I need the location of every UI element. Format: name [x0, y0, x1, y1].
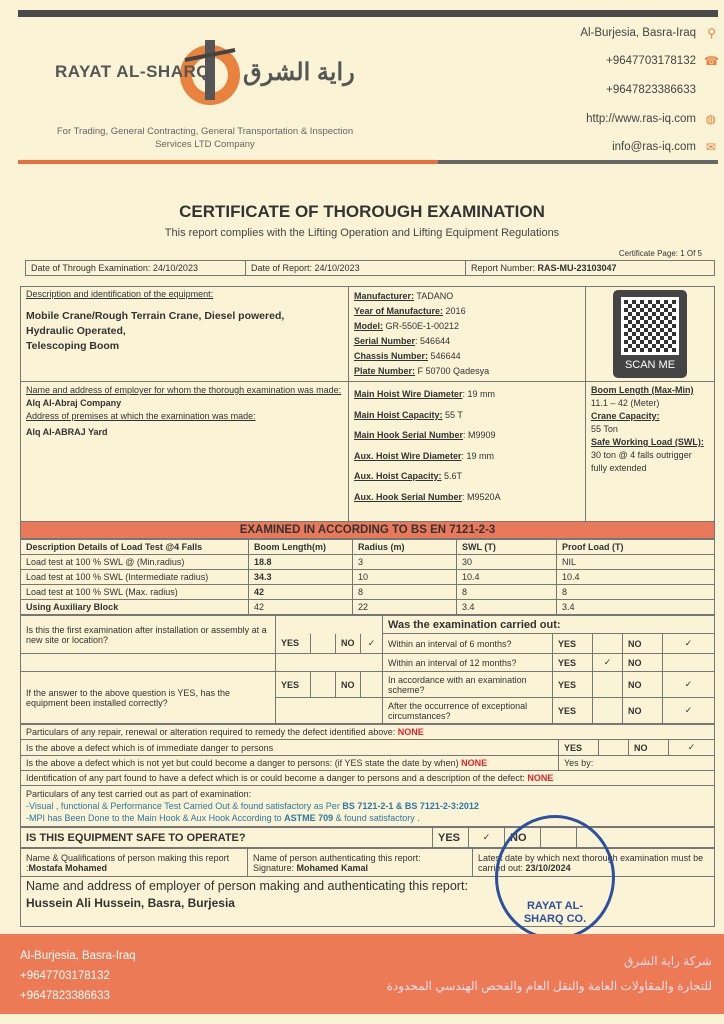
equipment-section: [20, 286, 715, 927]
divider: [18, 160, 438, 164]
check-icon[interactable]: ✓: [469, 828, 505, 848]
contact-text[interactable]: http://www.ras-iq.com: [586, 113, 696, 125]
report-number: [466, 261, 715, 276]
dates-row: [25, 260, 715, 276]
equipment-description: [21, 287, 349, 382]
hoist-specs: Main Hoist Wire Diameter: 19 mm Main Hoist Capacity: 55 T Main Hook Serial Number: M9909 Aux. Hoist Wire Diameter: 19 mm Aux. Hoist Capacity: 5.6T Aux. Hook Serial Number: M9520A: [349, 382, 586, 522]
check-icon[interactable]: ✓: [663, 634, 715, 654]
location-icon: ⚲: [707, 26, 716, 40]
qr-code-cell: [586, 287, 715, 382]
contact-text: +9647703178132: [606, 55, 696, 67]
logo-text-ar: راية الشرق: [243, 59, 355, 86]
check-icon[interactable]: ✓: [361, 634, 383, 654]
check-icon[interactable]: ✓: [669, 740, 715, 756]
contact-phone-2: [486, 84, 716, 96]
standard-band: EXAMINED IN ACCORDING TO BS EN 7121-2-3: [21, 522, 715, 539]
label: Address of premises at which the examination was made:: [26, 411, 256, 421]
divider: [438, 160, 718, 164]
safe-to-operate: IS THIS EQUIPMENT SAFE TO OPERATE? YES ✓ NO: [20, 827, 715, 848]
question-installed: If the answer to the above question is YES, has the equipment been installed correctly?: [21, 672, 276, 724]
boom-info: Boom Length (Max-Min) 11.1 – 42 (Meter) Crane Capacity: 55 Ton Safe Working Load (SWL): 30 ton @ 4 falls outrigger fully extended: [586, 382, 715, 522]
label: Description and identification of the equipment:: [26, 289, 214, 299]
footer-tagline-ar: للتجارة والمقاولات العامة والنقل العام والفحص الهندسي المحدودة: [386, 979, 712, 993]
defects-section: Particulars of any repair, renewal or alteration required to remedy the defect identified above: NONE Is the above a defect which is of immediate danger to persons YES NO ✓ Is the above a defect which is not yet but could become a danger to persons: (if YES state the date by when) NONE Yes by: Identification of any part found to have a defect which is or could become a danger to persons and a description of the defect: NONE Particulars of any test carried out as part of examination: -Visual , functional & Performance Test Carried Out & found satisfactory as Per BS 7121-2-1 & BS 7121-2-3:2012 -MPI has Been Done to the Main Hook & Aux Hook According to ASTME 709 & found satisfactory .: [20, 724, 715, 827]
header-bar: [18, 10, 718, 17]
qr-code[interactable]: [613, 290, 687, 378]
contact-website[interactable]: [486, 113, 716, 125]
check-icon[interactable]: ✓: [663, 698, 715, 724]
qr-label: SCAN ME: [624, 359, 676, 371]
report-date: Date of Report: 24/10/2023: [246, 261, 466, 276]
logo-text-en: RAYAT AL-SHARQ: [55, 62, 210, 81]
check-icon[interactable]: ✓: [593, 654, 623, 672]
question-first-exam: Is this the first examination after installation or assembly at a new site or location?: [21, 616, 276, 654]
qr-icon: [621, 297, 679, 355]
company-tagline: For Trading, General Contracting, General Transportation & Inspection Services LTD Company: [56, 126, 354, 150]
contact-address: [486, 27, 716, 39]
stamp-text: RAYAT AL-SHARQ CO.: [523, 900, 587, 925]
contact-email[interactable]: [486, 141, 716, 153]
phone-icon: ☎: [704, 54, 719, 68]
globe-icon: ◍: [705, 112, 716, 126]
contact-text: Al-Burjesia, Basra-Iraq: [580, 27, 696, 39]
certificate-page: Certificate Page: 1 Of 5: [618, 249, 702, 258]
contact-phone-1: [486, 54, 719, 68]
equipment-specs: Manufacturer: TADANO Year of Manufacture: 2016 Model: GR-550E-1-00212 Serial Number: 546644 Chassis Number: 546644 Plate Number: F 50700 Qadesya: [349, 287, 586, 382]
exam-date: Date of Through Examination: 24/10/2023: [26, 261, 246, 276]
footer-contact: Al-Burjesia, Basra-Iraq +9647703178132 +9647823386633: [20, 950, 136, 1002]
company-stamp: [495, 815, 615, 940]
contact-text: +9647823386633: [606, 84, 696, 96]
footer-company-ar: شركة راية الشرق: [623, 954, 712, 968]
employer-value: Alq Al-Abraj Company: [26, 398, 122, 408]
table-row: Using Auxiliary Block 42 22 3.4 3.4: [21, 600, 715, 615]
examination-questions: Is this the first examination after installation or assembly at a new site or location? Was the examination carried out: YES NO ✓ Within an interval of 6 months? YES NO ✓ Within an interval of 12 months? YES ✓ NO If the answer to the above question is YES, has the equipment been installed correctly? YES NO In accordance with an examination scheme? YES NO ✓ After the occurrence of exceptional circumstances? YES NO ✓: [20, 615, 715, 724]
load-test-table: [20, 539, 715, 615]
carried-title: Was the examination carried out:: [383, 616, 715, 634]
report-number-value: RAS-MU-23103047: [537, 263, 617, 273]
table-row: Load test at 100 % SWL @ (Min.radius) 18.8 3 30 NIL: [21, 555, 715, 570]
footer: [0, 934, 724, 1014]
label: Name and address of employer for whom the thorough examination was made:: [26, 385, 342, 395]
certificate-subtitle: This report complies with the Lifting Operation and Lifting Equipment Regulations: [164, 227, 560, 239]
persons-section: Name & Qualifications of person making this report :Mostafa Mohamed Name of person authenticating this report: Signature: Mohamed Kamal Latest date by which next thorough examination must be carried out: 23/10/2024 Name and address of employer of person making and authenticating this report: Hussein Ali Hussein, Basra, Burjesia: [20, 848, 715, 927]
premises-value: Alq Al-ABRAJ Yard: [26, 427, 108, 437]
table-header: Description Details of Load Test @4 Falls Boom Length(m) Radius (m) SWL (T) Proof Load (T): [21, 540, 715, 555]
label: Report Number:: [471, 263, 538, 273]
contact-text[interactable]: info@ras-iq.com: [612, 141, 696, 153]
check-icon[interactable]: ✓: [663, 672, 715, 698]
table-row: Load test at 100 % SWL (Intermediate radius) 34.3 10 10.4 10.4: [21, 570, 715, 585]
employer-info: [21, 382, 349, 522]
mail-icon: ✉: [705, 140, 716, 154]
description-value: Mobile Crane/Rough Terrain Crane, Diesel powered, Hydraulic Operated, Telescoping Boom: [26, 310, 285, 352]
table-row: Load test at 100 % SWL (Max. radius) 42 8 8 8: [21, 585, 715, 600]
certificate-title: CERTIFICATE OF THOROUGH EXAMINATION: [179, 202, 545, 221]
